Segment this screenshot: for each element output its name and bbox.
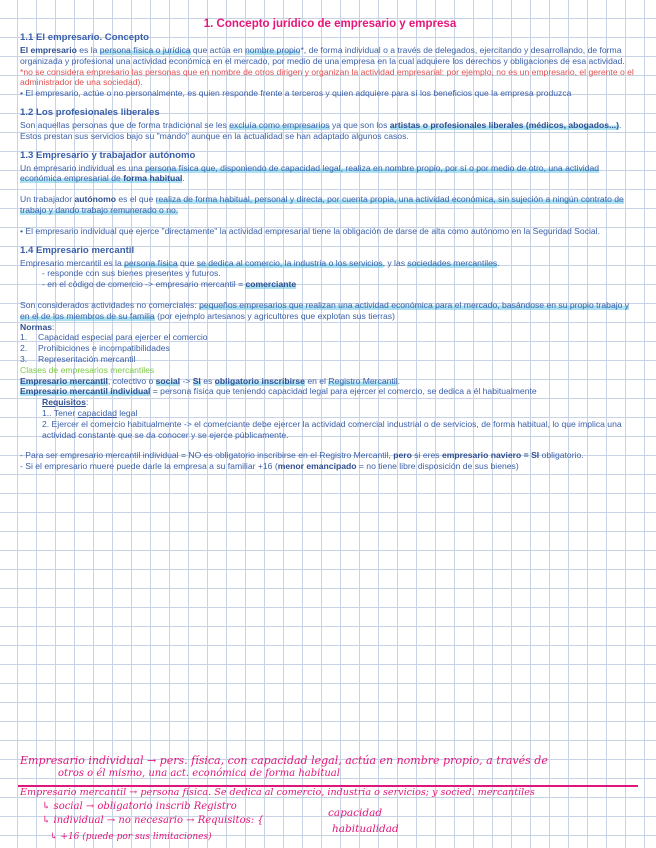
spacer [20,290,640,300]
requisito-item [20,408,640,419]
text-run: Empresario mercantil es la [20,257,125,268]
text-run: que actúa en [190,45,246,55]
text-run: ya que son los [329,119,390,130]
text-run: autónomo [74,194,116,205]
sub-item: - responde con sus bienes presentes y futuros. [42,268,221,279]
text-run: - en el código de comercio -> empresario mercantil = [42,279,246,290]
highlight: obligatorio inscribirse [214,375,305,386]
handwritten-line: Empresario individual → pers. física, con capacidad legal, actúa en nombre propio, a través de [20,754,548,767]
text-run: (por ejemplo artesanos y agricultores que explotan sus tierras) [154,310,395,321]
highlight: artistas o profesionales liberales (médicos, abogados...) [389,119,620,130]
text-run: , y las [382,257,408,268]
text-run: Un trabajador [20,194,75,205]
paragraph-empresario-mercantil [20,258,640,269]
text-run: Requisitos [42,397,86,408]
paragraph-empresario-individual [20,163,640,185]
text-run: Un empresario individual es una [20,162,146,173]
list-item [20,332,640,343]
text-run: si eres [411,450,442,461]
list-text: Representación mercantil [38,353,136,364]
highlight: realiza de forma habitual, personal y directa, por cuenta propia, una actividad económica, sin sujeción a ningún contrato de trabajo y dando trabajo remunerado o no. [20,194,624,215]
requisito-item: 2. Ejercer el comercio habitualmente -> el comerciante debe ejercer la actividad comercial industrial o de servicios, de forma habitual, lo que implica una actividad constante que se da conocer y se ejerce públicamente. [42,418,622,440]
highlight: pequeños empresarios que realizan una actividad económica para el mercado, basándose en su propio trabajo y en el de los miembros de su familia [20,299,630,321]
spacer [20,216,640,226]
handwritten-line: ↳ social → obligatorio inscrib Registro [42,801,237,812]
handwritten-line: Empresario mercantil → persona física. Se dedica al comercio, industria o servicios; y socied. mercantiles [20,787,535,798]
highlight: persona física [124,257,178,268]
list-text: Prohibiciones e incompatibilidades [38,343,170,354]
highlight: excluía como empresarios [229,119,330,130]
note-familiar [20,461,640,472]
text-run: *, de forma individual o a través de delegados, ejercitando y desarrollando, de forma organizada y profesional una actividad económica en el mercado, por medio de una empresa en la cual adquiere los derechos y obligaciones de esa actividad. [20,45,625,66]
normas-list [20,332,640,364]
highlight: comerciante [245,279,297,290]
spacer [20,440,640,450]
highlight: se dedica al comercio, la industria o los servicios [196,257,383,268]
text-run: Son considerados actividades no comerciales: [20,299,200,310]
text-run: que [177,257,197,268]
text-run: . Estos prestan sus servicios bajo su "mando" aunque en la actualidad se han adaptado algunos casos. [20,119,622,141]
paragraph-individual [20,386,640,397]
text-run: es la [76,45,100,55]
text-run: 1.. Tener [42,407,78,418]
handwritten-line: ↳ +16 (puede por sus limitaciones) [50,832,212,842]
text-run: obligatorio. [539,450,584,461]
highlight: Empresario mercantil individual [20,386,151,397]
handwritten-line: habitualidad [332,823,399,835]
list-text: Capacidad especial para ejercer el comercio [38,332,208,343]
list-item [20,354,640,365]
bullet-text: • El empresario, actúe o no personalmente, es quien responde frente a terceros y quien adquiere para sí los beneficios que la empresa produzca [20,88,572,99]
text-run: : [52,321,55,332]
note-inscripcion [20,450,640,461]
text-run: es el que [116,194,156,205]
sub-item [20,279,640,290]
text-run: es [200,375,215,386]
requisitos-label [20,397,640,408]
highlight: social [155,375,181,386]
highlight: persona física que, disponiendo de capacidad legal, realiza en nombre propio, por sí o por medio de otro, una actividad económica empresarial de [20,162,600,184]
text-run: = no tiene libre disposición de sus bienes) [356,461,519,472]
list-number: 1. [20,332,28,343]
handwritten-line: ↳ individual → no necesario → Requisitos: { [42,815,264,826]
text-run: capacidad [77,407,117,418]
section-heading-1-1: 1.1 El empresario. Concepto [20,32,150,43]
notes-page [20,17,640,472]
text-run: empresario naviero = SI [441,450,540,461]
text-run: en el [304,375,329,386]
section-heading-1-3: 1.3 Empresario y trabajador autónomo [20,149,196,161]
section-heading-1-4: 1.4 Empresario mercantil [20,244,135,256]
handwritten-underline [18,785,638,787]
handwritten-line: otros o él mismo, una act. económica de forma habitual [58,768,340,779]
text-run: . [182,173,185,184]
handwritten-line: capacidad [328,807,383,819]
text-run: -> [180,375,193,386]
highlight: persona física o jurídica [99,45,191,55]
text-run: Normas [20,321,52,332]
highlight: SI [192,375,201,386]
list-number: 2. [20,343,28,354]
highlight: nombre propio [245,45,301,55]
normas-label [20,322,640,333]
text-run: El empresario [20,45,77,55]
page-title: 1. Concepto jurídico de empresario y empresa [203,18,457,30]
highlight: Registro Mercantil [328,375,398,386]
paragraph-autonomo [20,194,640,216]
text-run: Son aquellas personas que de forma tradicional se les [20,119,230,130]
highlight: Empresario mercantil [20,375,108,386]
paragraph-no-comerciales [20,300,640,322]
list-item [20,343,640,354]
text-run: - Para ser empresario mercantil individual = NO es obligatorio inscribirse en el Registro Mercantil, [20,450,394,461]
text-run: pero [393,450,412,461]
paragraph-empresario-concepto [20,45,640,67]
text-run: . [397,375,400,386]
clases-label: Clases de empresarios mercantiles [20,364,155,375]
text-run: , colectivo o [107,375,156,386]
note-red: *no se considera empresario las personas que en nombre de otros dirigen y organizan la actividad empresarial: por ejemplo, no es un empresario, el gerente o el administrador de una sociedad). [20,66,634,88]
text-run: = persona física que teniendo capacidad legal para ejercer el comercio, se dedica a él habitualmente [150,386,537,397]
text-run: legal [116,407,138,418]
text-run: : [85,397,89,408]
text-run: - Si el empresario muere puede darle la empresa a su familiar +16 ( [20,461,278,472]
highlight: sociedades mercantiles [407,257,498,268]
section-heading-1-2: 1.2 Los profesionales liberales [20,106,160,118]
spacer [20,184,640,194]
list-number: 3. [20,353,28,364]
bullet-text: • El empresario individual que ejerce "directamente" la actividad empresarial tiene la obligación de darse de alta como autónomo en la Seguridad Social. [20,225,600,236]
paragraph-profesionales [20,120,640,142]
text-run: menor emancipado [277,461,357,472]
highlight: forma habitual [123,173,183,184]
text-run: . [497,257,500,268]
paragraph-colectivo [20,376,640,387]
